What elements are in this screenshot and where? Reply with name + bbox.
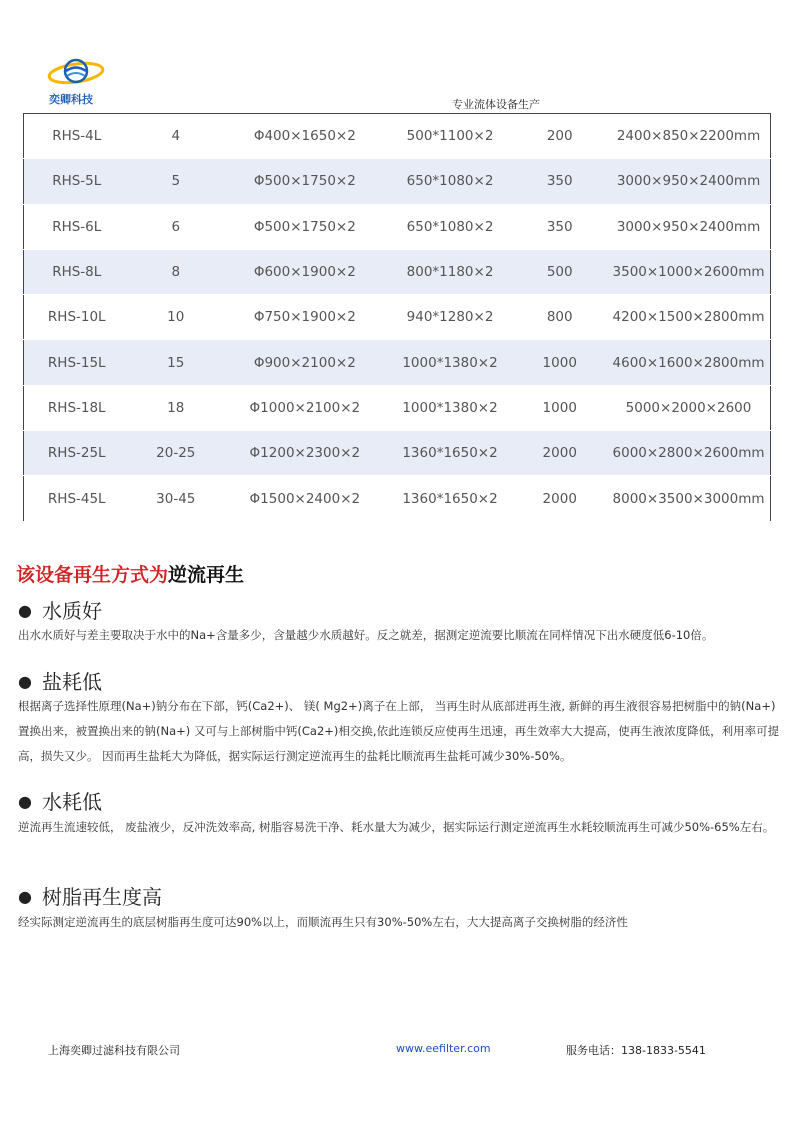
table-cell: 350 [512, 159, 607, 204]
table-row [24, 340, 771, 385]
table-row [24, 204, 771, 249]
table-row [24, 249, 771, 294]
table-cell: 2400×850×2200mm [607, 114, 770, 159]
table-cell: 940*1280×2 [388, 295, 513, 340]
table-cell: 1360*1650×2 [388, 431, 513, 476]
table-cell: 500 [512, 249, 607, 294]
header-tagline: 专业流体设备生产 [452, 98, 540, 111]
table-cell: Φ400×1650×2 [222, 114, 388, 159]
table-cell: 3500×1000×2600mm [607, 249, 770, 294]
table-cell: 3000×950×2400mm [607, 159, 770, 204]
table-cell: 10 [130, 295, 223, 340]
table-cell: 8000×3500×3000mm [607, 476, 770, 521]
table-cell: 2000 [512, 431, 607, 476]
table-cell: RHS-6L [24, 204, 130, 249]
bullet-text-resin-regeneration: 经实际测定逆流再生的底层树脂再生度可达90%以上，而顺流再生只有30%-50%左右，大大提高离子交换树脂的经济性 [18, 915, 628, 929]
spec-table [23, 113, 771, 522]
bullet-heading-salt-consumption: ● 盐耗低 [18, 670, 102, 694]
bullet-heading-resin-regeneration: ● 树脂再生度高 [18, 885, 162, 909]
table-row [24, 114, 771, 159]
table-cell: RHS-4L [24, 114, 130, 159]
bullet-text-water-quality: 出水水质好与差主要取决于水中的Na+含量多少，含量越少水质越好。反之就差，据测定逆流要比顺流在同样情况下出水硬度低6-10倍。 [18, 628, 714, 642]
table-cell: RHS-10L [24, 295, 130, 340]
table-cell: Φ500×1750×2 [222, 204, 388, 249]
table-row [24, 295, 771, 340]
table-cell: RHS-45L [24, 476, 130, 521]
table-cell: Φ600×1900×2 [222, 249, 388, 294]
table-cell: 800*1180×2 [388, 249, 513, 294]
table-row [24, 476, 771, 521]
table-cell: 3000×950×2400mm [607, 204, 770, 249]
table-cell: 5 [130, 159, 223, 204]
table-cell: 200 [512, 114, 607, 159]
table-cell: 20-25 [130, 431, 223, 476]
table-cell: 1000*1380×2 [388, 340, 513, 385]
bullet-heading-water-consumption: ● 水耗低 [18, 790, 102, 814]
table-cell: 650*1080×2 [388, 159, 513, 204]
section-title [16, 560, 244, 587]
table-cell: 1000 [512, 385, 607, 430]
company-logo [46, 56, 106, 108]
table-cell: 2000 [512, 476, 607, 521]
table-cell: 1000*1380×2 [388, 385, 513, 430]
table-cell: RHS-25L [24, 431, 130, 476]
table-cell: 1000 [512, 340, 607, 385]
bullet-text-water-consumption: 逆流再生流速较低， 废盐液少，反冲洗效率高, 树脂容易洗干净、耗水量大为减少，据实际运行测定逆流再生水耗较顺流再生可减少50%-65%左右。 [18, 820, 775, 834]
table-row [24, 385, 771, 430]
section-title-dark: 逆流再生 [168, 564, 245, 586]
table-cell: 30-45 [130, 476, 223, 521]
table-cell: Φ900×2100×2 [222, 340, 388, 385]
bullet-dot-icon: ● [18, 601, 32, 620]
table-cell: Φ1200×2300×2 [222, 431, 388, 476]
bullet-dot-icon: ● [18, 672, 32, 691]
table-cell: Φ1000×2100×2 [222, 385, 388, 430]
table-cell: 6000×2800×2600mm [607, 431, 770, 476]
table-cell: 4 [130, 114, 223, 159]
table-cell: Φ1500×2400×2 [222, 476, 388, 521]
section-title-red: 该设备再生方式为 [16, 564, 169, 586]
table-cell: Φ500×1750×2 [222, 159, 388, 204]
table-cell: RHS-15L [24, 340, 130, 385]
footer-website-link[interactable]: www.eefilter.com [396, 1042, 491, 1055]
table-cell: 5000×2000×2600 [607, 385, 770, 430]
bullet-dot-icon: ● [18, 792, 32, 811]
table-cell: RHS-5L [24, 159, 130, 204]
bullet-dot-icon: ● [18, 887, 32, 906]
table-cell: 4200×1500×2800mm [607, 295, 770, 340]
table-cell: RHS-18L [24, 385, 130, 430]
table-row [24, 431, 771, 476]
table-cell: 350 [512, 204, 607, 249]
table-cell: 6 [130, 204, 223, 249]
globe-logo-icon [46, 56, 106, 92]
footer-company: 上海奕卿过滤科技有限公司 [48, 1044, 180, 1057]
table-cell: Φ750×1900×2 [222, 295, 388, 340]
table-cell: 8 [130, 249, 223, 294]
table-cell: 1360*1650×2 [388, 476, 513, 521]
footer-phone: 服务电话：138-1833-5541 [566, 1044, 706, 1057]
logo-text: 奕卿科技 [49, 93, 93, 106]
table-cell: 18 [130, 385, 223, 430]
bullet-heading-water-quality: ● 水质好 [18, 599, 102, 623]
table-cell: 15 [130, 340, 223, 385]
table-row [24, 159, 771, 204]
table-cell: 4600×1600×2800mm [607, 340, 770, 385]
table-cell: 650*1080×2 [388, 204, 513, 249]
table-cell: 500*1100×2 [388, 114, 513, 159]
bullet-text-salt-consumption: 根据离子选择性原理(Na+)钠分布在下部，钙(Ca2+)、 镁( Mg2+)离子在上部， 当再生时从底部进再生液, 新鲜的再生液很容易把树脂中的钠(Na+)置换出来，被置换出来的钠(Na+) 又可与上部树脂中钙(Ca2+)相交换,依此连锁反应使再生迅速，再生效率大大提高，使再生液浓度降低，利用率可提高，损失又少。 因而再生盐耗大为降低，据实际运行测定逆流再生的盐耗比顺流再生盐耗可减少30%-50%。 [18, 699, 780, 763]
table-cell: RHS-8L [24, 249, 130, 294]
table-cell: 800 [512, 295, 607, 340]
